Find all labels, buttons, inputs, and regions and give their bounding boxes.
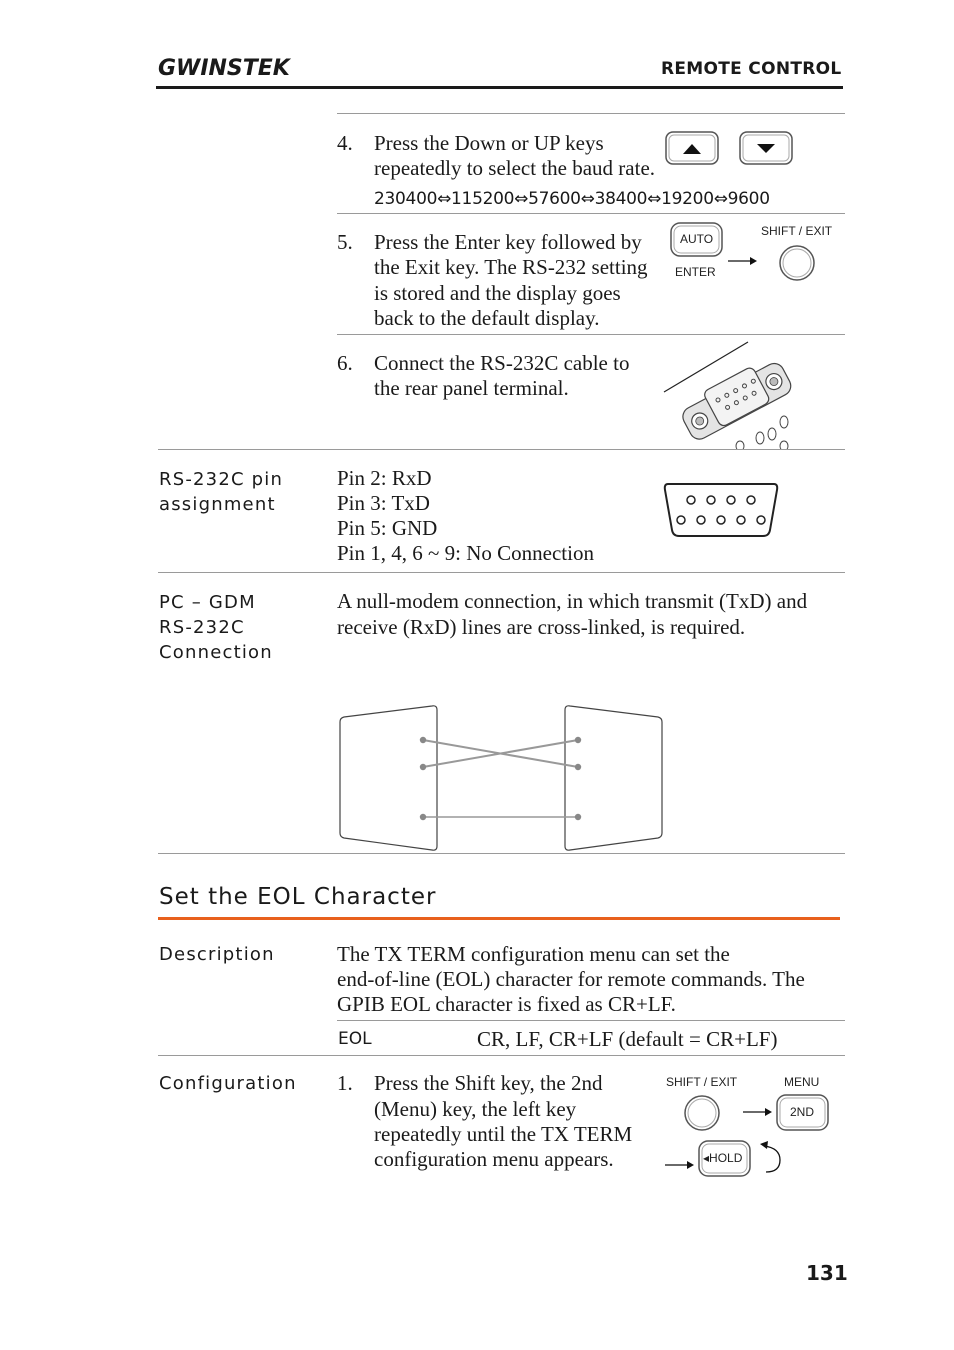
divider	[337, 113, 845, 114]
baud-rate-sequence: 230400⇔115200⇔57600⇔38400⇔19200⇔9600	[374, 189, 770, 209]
menu-label: MENU	[784, 1075, 820, 1089]
step-5-line-3: is stored and the display goes	[374, 281, 621, 305]
shift-exit-label: SHIFT / EXIT	[666, 1075, 738, 1089]
step-5-line-2: the Exit key. The RS-232 setting	[374, 255, 648, 279]
description-line-2: end-of-line (EOL) character for remote commands. The	[337, 967, 805, 991]
section-title-underline	[158, 917, 840, 920]
down-key-icon	[739, 131, 794, 166]
config-step-line-1: Press the Shift key, the 2nd	[374, 1071, 603, 1095]
description-line-3: GPIB EOL character is fixed as CR+LF.	[337, 992, 676, 1016]
pin-line: Pin 2: RxD	[337, 466, 432, 490]
step-4-line-2: repeatedly to select the baud rate.	[374, 156, 656, 180]
pc-connection-text-2: receive (RxD) lines are cross-linked, is required.	[337, 615, 746, 639]
step-5-line-1: Press the Enter key followed by	[374, 230, 642, 254]
shift-exit-label: SHIFT / EXIT	[761, 224, 833, 238]
divider	[158, 449, 845, 450]
eol-label: EOL	[338, 1029, 372, 1049]
up-key-icon	[665, 131, 720, 166]
divider	[337, 1020, 845, 1021]
step-5-line-4: back to the default display.	[374, 306, 600, 330]
step-6-line-1: Connect the RS-232C cable to	[374, 351, 630, 375]
step-4-line-1: Press the Down or UP keys	[374, 131, 604, 155]
pin-line: Pin 1, 4, 6 ~ 9: No Connection	[337, 541, 594, 565]
repeat-arrow-icon	[756, 1138, 786, 1176]
db9-pinout-icon	[662, 480, 780, 540]
step-6-number: 6.	[337, 351, 353, 375]
config-step-line-4: configuration menu appears.	[374, 1147, 614, 1171]
step-6-line-2: the rear panel terminal.	[374, 376, 569, 400]
rs232-connector-photo-icon	[660, 340, 810, 450]
header-section-title: REMOTE CONTROL	[661, 59, 842, 79]
pc-connection-text-1: A null-modem connection, in which transmit (TxD) and	[337, 589, 808, 613]
header-rule	[156, 86, 843, 89]
page-number: 131	[806, 1261, 848, 1285]
shift-exit-key-icon	[683, 1094, 721, 1132]
pc-connection-label-2: RS-232C	[159, 617, 245, 638]
shift-exit-key-icon	[778, 244, 816, 282]
eol-value: CR, LF, CR+LF (default = CR+LF)	[477, 1027, 778, 1051]
divider	[337, 334, 845, 335]
arrow-right-icon	[742, 1104, 774, 1120]
enter-key-label: ENTER	[675, 265, 716, 279]
pc-connection-label-3: Connection	[159, 642, 273, 663]
config-step-number: 1.	[337, 1071, 353, 1095]
description-line-1: The TX TERM configuration menu can set the	[337, 942, 730, 966]
arrow-right-icon	[727, 253, 759, 269]
null-modem-diagram	[336, 702, 666, 854]
section-title: Set the EOL Character	[159, 884, 437, 910]
config-step-line-3: repeatedly until the TX TERM	[374, 1122, 633, 1146]
divider	[158, 1055, 845, 1056]
pin-assignment-label-1: RS-232C pin	[159, 469, 284, 490]
second-key-label: 2ND	[790, 1105, 815, 1119]
hold-key-label: ◂HOLD	[703, 1151, 743, 1165]
step-4-number: 4.	[337, 131, 353, 155]
configuration-label: Configuration	[159, 1073, 297, 1094]
step-5-number: 5.	[337, 230, 353, 254]
divider	[158, 853, 845, 854]
pin-line: Pin 3: TxD	[337, 491, 430, 515]
pin-line: Pin 5: GND	[337, 516, 438, 540]
config-step-line-2: (Menu) key, the left key	[374, 1097, 577, 1121]
divider	[158, 572, 845, 573]
pin-assignment-label-2: assignment	[159, 494, 276, 515]
description-label: Description	[159, 944, 275, 965]
auto-key-label: AUTO	[680, 232, 714, 246]
divider	[337, 213, 845, 214]
pc-connection-label-1: PC – GDM	[159, 592, 256, 613]
brand-logo: GWINSTEK	[158, 56, 290, 81]
arrow-right-icon	[664, 1157, 696, 1173]
